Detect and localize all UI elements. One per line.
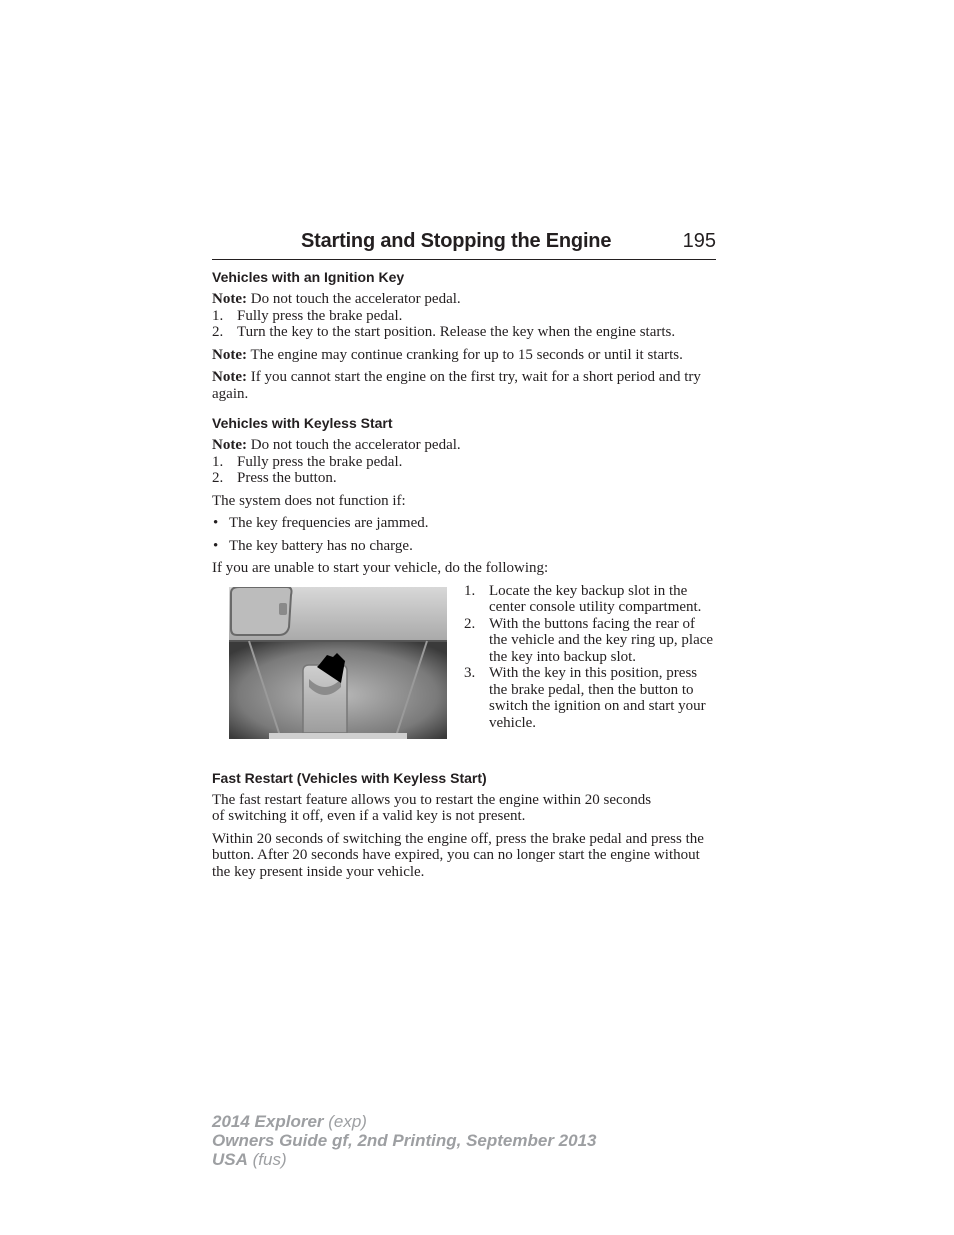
list-item: 1. Fully press the brake pedal. (212, 307, 403, 324)
section-heading-keyless-start: Vehicles with Keyless Start (212, 415, 393, 431)
note-accelerator: Note: Do not touch the accelerator pedal. (212, 291, 461, 307)
keyless-steps (212, 454, 716, 487)
list-item: 2. Press the button. (212, 470, 337, 486)
ignition-steps (212, 308, 716, 341)
list-item: 2. Turn the key to the start position. Release the key when the engine starts. (212, 324, 676, 340)
key-backup-slot-illustration (229, 587, 447, 739)
section-heading-fast-restart: Fast Restart (Vehicles with Keyless Start) (212, 769, 487, 786)
page-number: 195 (682, 230, 716, 252)
list-item: • The key frequencies are jammed. (213, 515, 429, 531)
list-item: 2. With the buttons facing the rear of the vehicle and the key ring up, place the key into backup slot. (464, 615, 714, 665)
list-item: 1. Fully press the brake pedal. (212, 453, 403, 470)
section-heading-ignition-key: Vehicles with an Ignition Key (212, 269, 405, 285)
failure-conditions (212, 515, 716, 554)
page-footer (212, 1112, 596, 1169)
footer-model: 2014 Explorer (exp) (212, 1112, 367, 1131)
note-cranking: Note: The engine may continue cranking for up to 15 seconds or until it starts. (212, 346, 683, 363)
page-title: Starting and Stopping the Engine (301, 230, 612, 252)
note-first-try: Note: If you cannot start the engine on the first try, wait for a short period and try again. (212, 369, 701, 402)
page-header (212, 229, 716, 260)
fast-restart-paragraph-1: The fast restart feature allows you to restart the engine within 20 seconds of switching it off, even if a valid key is not present. (212, 791, 652, 824)
fast-restart-paragraph-2: Within 20 seconds of switching the engine off, press the brake pedal and press the button. After 20 seconds have expired, you can no longer start the engine without the key present inside your vehicle. (212, 830, 704, 880)
manual-page (212, 229, 716, 880)
footer-printing: Owners Guide gf, 2nd Printing, September 2013 (212, 1131, 597, 1150)
backup-slot-steps (464, 583, 716, 732)
footer-market: USA (fus) (212, 1150, 287, 1169)
list-item: • The key battery has no charge. (213, 537, 413, 554)
system-text: The system does not function if: (212, 492, 406, 509)
unable-text: If you are unable to start your vehicle, do the following: (212, 560, 549, 576)
list-item: 1. Locate the key backup slot in the center console utility compartment. (464, 582, 702, 615)
list-item: 3. With the key in this position, press the brake pedal, then the button to switch the ignition on and start your vehicle. (464, 665, 706, 731)
note-accelerator: Note: Do not touch the accelerator pedal. (212, 437, 461, 453)
